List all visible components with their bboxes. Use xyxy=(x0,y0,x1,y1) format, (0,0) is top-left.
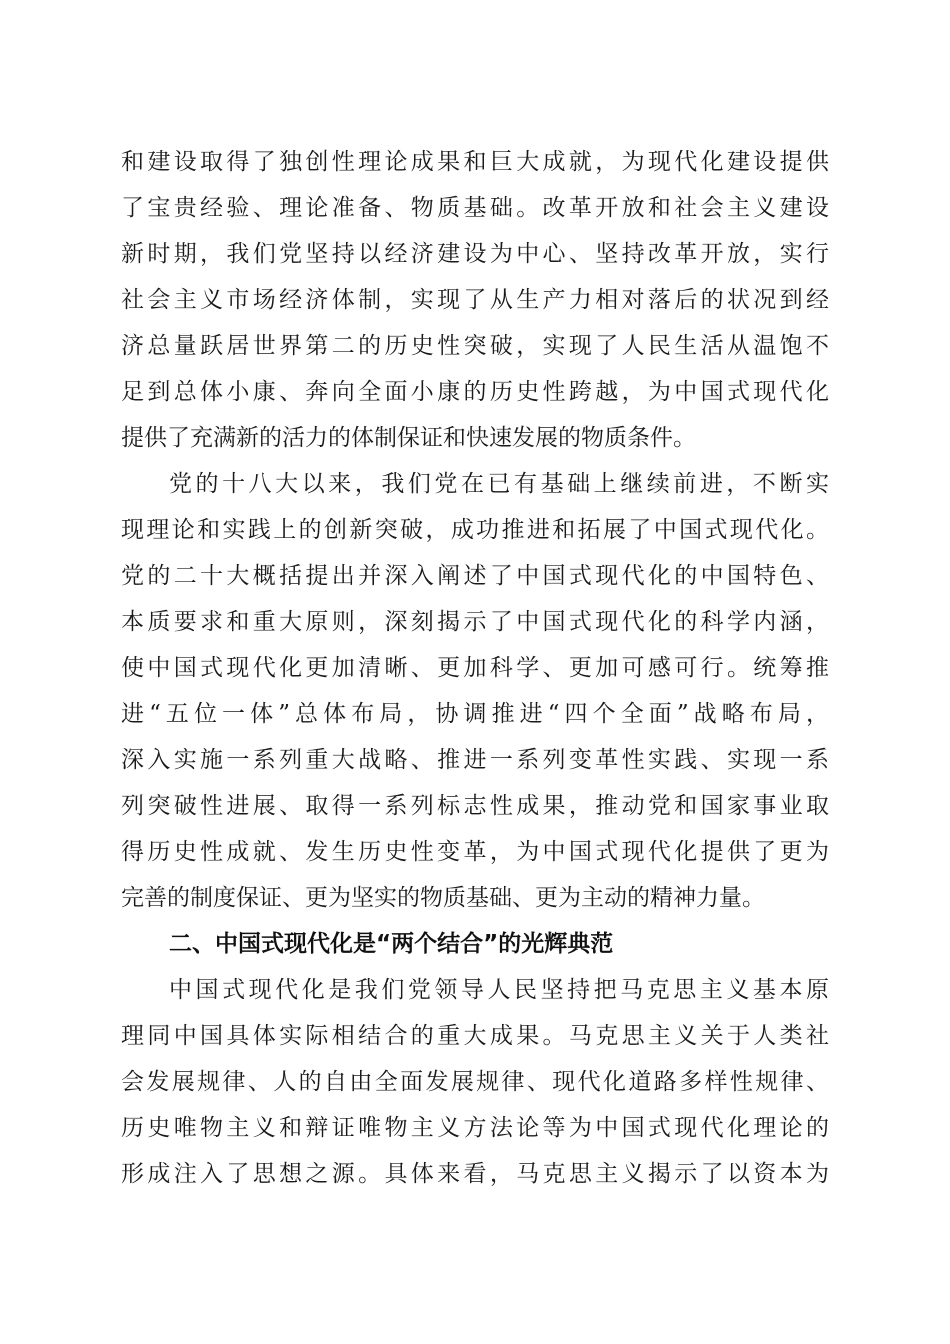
text-line: 本质要求和重大原则，深刻揭示了中国式现代化的科学内涵， xyxy=(121,609,829,635)
text-line: 列突破性进展、取得一系列标志性成果，推动党和国家事业取 xyxy=(121,793,829,819)
text-line: 得历史性成就、发生历史性变革，为中国式现代化提供了更为 xyxy=(121,839,829,865)
text-line: 完善的制度保证、更为坚实的物质基础、更为主动的精神力量。 xyxy=(121,885,765,911)
section-heading: 二、中国式现代化是“两个结合”的光辉典范 xyxy=(169,931,614,957)
paragraph-3 xyxy=(121,967,829,1197)
text-line: 深入实施一系列重大战略、推进一系列变革性实践、实现一系 xyxy=(121,747,829,773)
text-line: 形成注入了思想之源。具体来看，马克思主义揭示了以资本为 xyxy=(121,1161,829,1187)
text-line: 济总量跃居世界第二的历史性突破，实现了人民生活从温饱不 xyxy=(121,333,829,359)
text-line: 理同中国具体实际相结合的重大成果。马克思主义关于人类社 xyxy=(121,1023,829,1049)
text-line: 党的十八大以来，我们党在已有基础上继续前进，不断实 xyxy=(169,471,829,497)
text-line: 足到总体小康、奔向全面小康的历史性跨越，为中国式现代化 xyxy=(121,379,829,405)
text-line: 提供了充满新的活力的体制保证和快速发展的物质条件。 xyxy=(121,425,696,451)
text-line: 历史唯物主义和辩证唯物主义方法论等为中国式现代化理论的 xyxy=(121,1115,829,1141)
text-line: 中国式现代化是我们党领导人民坚持把马克思主义基本原 xyxy=(169,977,829,1003)
text-line: 新时期，我们党坚持以经济建设为中心、坚持改革开放，实行 xyxy=(121,241,829,267)
text-line: 党的二十大概括提出并深入阐述了中国式现代化的中国特色、 xyxy=(121,563,829,589)
text-line: 社会主义市场经济体制，实现了从生产力相对落后的状况到经 xyxy=(121,287,829,313)
document-body xyxy=(121,139,829,1197)
paragraph-2 xyxy=(121,461,829,921)
paragraph-1 xyxy=(121,139,829,461)
text-line: 进“五位一体”总体布局，协调推进“四个全面”战略布局， xyxy=(121,701,829,727)
text-line: 和建设取得了独创性理论成果和巨大成就，为现代化建设提供 xyxy=(121,149,829,175)
text-line: 现理论和实践上的创新突破，成功推进和拓展了中国式现代化。 xyxy=(121,517,829,543)
text-line: 使中国式现代化更加清晰、更加科学、更加可感可行。统筹推 xyxy=(121,655,829,681)
text-line: 了宝贵经验、理论准备、物质基础。改革开放和社会主义建设 xyxy=(121,195,829,221)
text-line: 会发展规律、人的自由全面发展规律、现代化道路多样性规律、 xyxy=(121,1069,829,1095)
